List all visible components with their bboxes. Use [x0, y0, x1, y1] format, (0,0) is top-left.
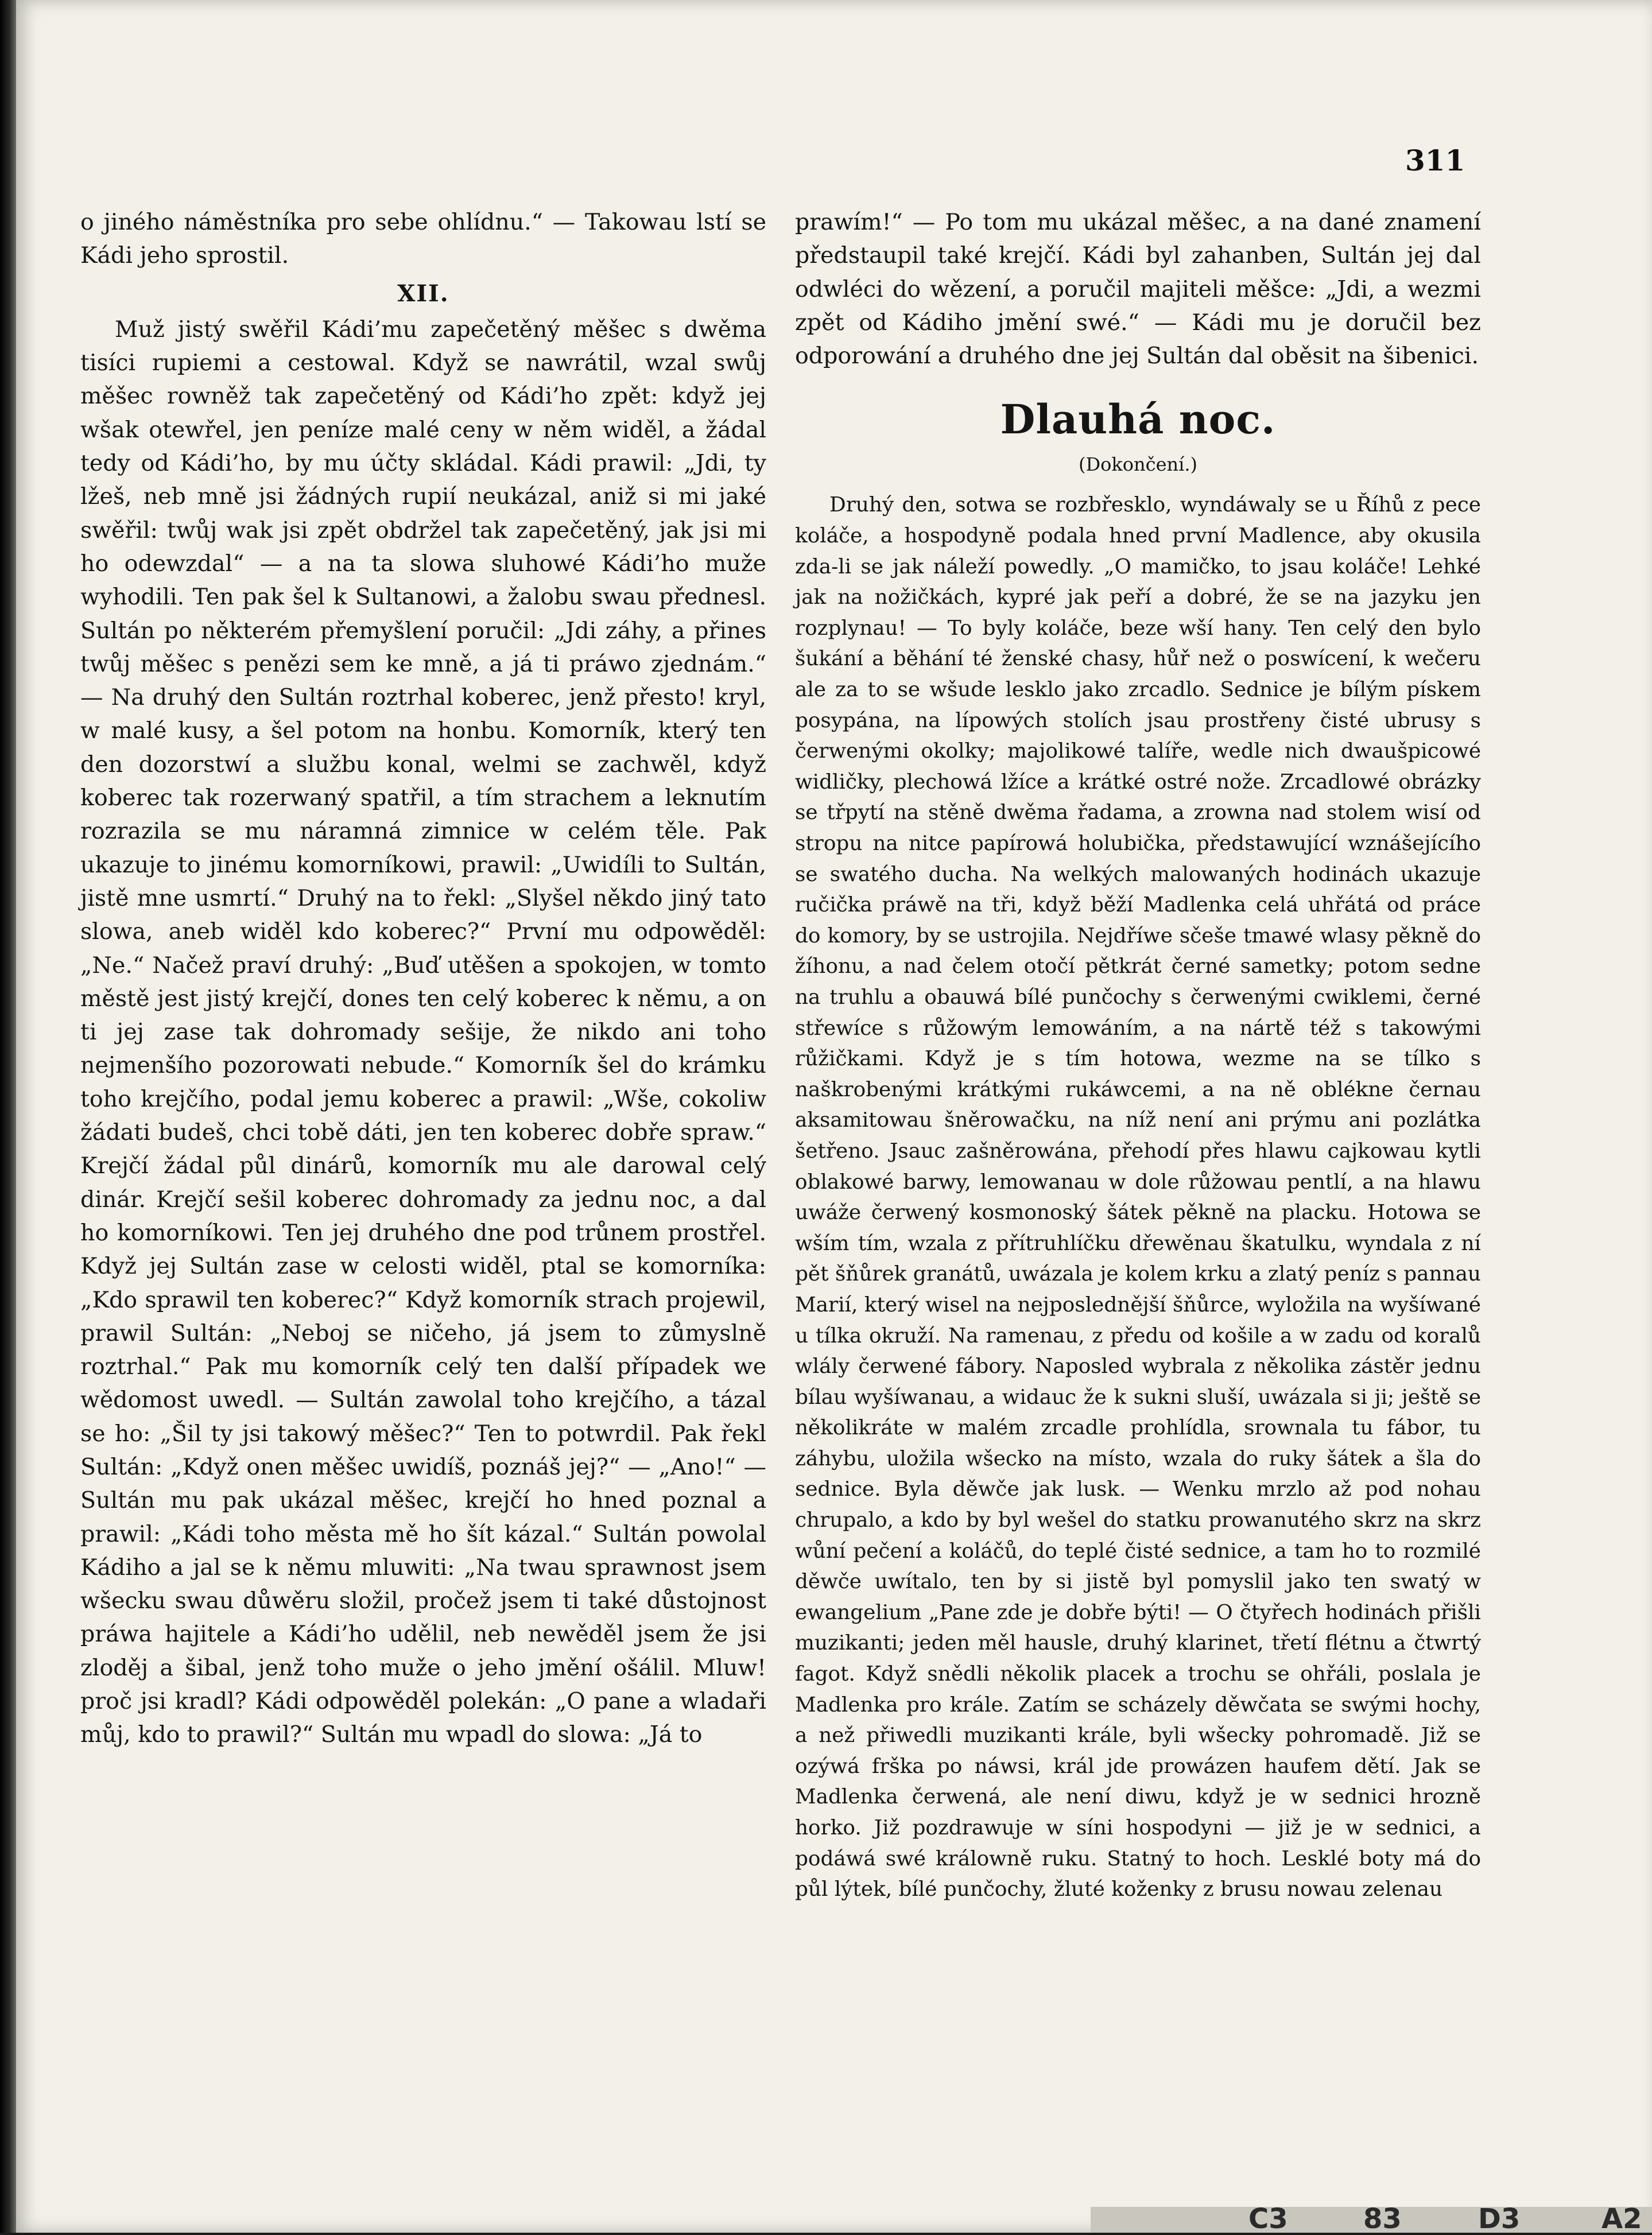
scan-code-label: C3 [1248, 2203, 1288, 2235]
right-column [795, 205, 1481, 1905]
right-column-continuation: prawím!“ — Po tom mu ukázal měšec, a na dané znamení předstaupil také krejčí. Kádi byl zahanben, Sultán jej dal odwléci do wězení, a poručil majiteli měšce: „Jdi, a wezmi zpět od Kádiho jmění swé.“ — Kádi mu je doručil bez odporowání a druhého dne jej Sultán dal oběsit na šibenici. [795, 209, 1481, 370]
scan-code-label: D3 [1478, 2203, 1521, 2235]
scan-code-label: 83 [1363, 2203, 1402, 2235]
page-left-edge-shadow [0, 0, 16, 2233]
scan-code-label: A2 [1601, 2203, 1642, 2235]
section-text: Muž jistý swěřil Kádi’mu zapečetěný měšec s dwěma tisíci rupiemi a cestowal. Když se nawrátil, wzal swůj měšec rowněž tak zapečetěný od Kádi’ho zpět: když jej wšak otewřel, jen peníze malé ceny w něm widěl, a žádal tedy od Kádi’ho, by mu účty skládal. Kádi prawil: „Jdi, ty lžeš, neb mně jsi žádných rupií neukázal, aniž si mi jaké swěřil: twůj wak jsi zpět obdržel tak zapečetěný, jak jsi mi ho odewzdal“ — a na ta slowa sluhowé Kádi’ho muže wyhodili. Ten pak šel k Sultanowi, a žalobu swau přednesl. Sultán po některém přemyšlení poručil: „Jdi záhy, a přines twůj měšec s penězi sem ke mně, a já ti práwo zjednám.“ — Na druhý den Sultán roztrhal koberec, jenž přesto! kryl, w malé kusy, a šel potom na honbu. Komorník, který ten den dozorstwí a službu konal, welmi se zachwěl, když koberec tak rozerwaný spatřil, a tím strachem a leknutím rozrazila se mu náramná zimnice w celém těle. Pak ukazuje to jinému komorníkowi, prawil: „Uwidíli to Sultán, jistě mne usmrtí.“ Druhý na to řekl: „Slyšel někdo jiný tato slowa, aneb widěl kdo koberec?“ První mu odpowěděl: „Ne.“ Načež praví druhý: „Buď utěšen a spokojen, w tomto městě jest jistý krejčí, dones ten celý koberec k němu, a on ti jej zase tak dohromady sešije, že nikdo ani toho nejmenšího pozorowati nebude.“ Komorník šel do krámku toho krejčího, podal jemu koberec a prawil: „Wše, cokoliw žádati budeš, chci tobě dáti, jen ten koberec dobře spraw.“ Krejčí žádal půl dinárů, komorník mu ale darowal celý dinár. Krejčí sešil koberec dohromady za jednu noc, a dal ho komorníkowi. Ten jej druhého dne pod trůnem prostřel. Když jej Sultán zase w celosti widěl, ptal se komorníka: „Kdo sprawil ten koberec?“ Když komorník strach projewil, prawil Sultán: „Neboj se ničeho, já jsem to zůmyslně roztrhal.“ Pak mu komorník celý ten další případek we wědomost uwedl. — Sultán zawolal toho krejčího, a tázal se ho: „Šil ty jsi takowý měšec?“ Ten to potwrdil. Pak řekl Sultán: „Když onen měšec uwidíš, poznáš jej?“ — „Ano!“ — Sultán mu pak ukázal měšec, krejčí ho hned poznal a prawil: „Kádi toho města mě ho šít kázal.“ Sultán powolal Kádiho a jal se k němu mluwiti: „Na twau sprawnost jsem wšecku swau důwěru složil, pročež jsem ti také důstojnost práwa hajitele a Kádi’ho udělil, neb newěděl jsem že jsi zloděj a šibal, jenž toho muže o jeho jmění ošálil. Mluw! proč jsi kradl? Kádi odpowěděl polekán: „O pane a wladaři můj, kdo to prawil?“ Sultán mu wpadl do slowa: „Já to [80, 316, 766, 1748]
section-heading: XII. [397, 280, 449, 307]
article-subtitle: (Dokončení.) [1078, 453, 1198, 476]
left-column-opening-paragraph: o jiného náměstníka pro sebe ohlídnu.“ — Takowau lstí se Kádi jeho sprostil. [80, 209, 766, 269]
left-column [80, 205, 766, 1752]
article-text: Druhý den, sotwa se rozbřesklo, wyndáwaly se u Říhů z pece koláče, a hospodyně podala hned první Madlence, aby okusila zda-li se jak náleží powedly. „O mamičko, to jsau koláče! Lehké jak na nožičkách, kypré jak peří a dobré, že se na jazyku jen rozplynau! — To byly koláče, beze wší hany. Ten celý den bylo šukání a běhání té ženské chasy, hůř než o poswícení, k wečeru ale za to se wšude lesklo jako zrcadlo. Sednice je bílým pískem posypána, na lípowých stolích jsau prostřeny čisté ubrusy s čerwenými okolky; majolikowé talíře, wedle nich dwaušpicowé widličky, plechowá lžíce a krátké ostré nože. Zrcadlowé obrázky se třpytí na stěně dwěma řadama, a zrowna nad stolem wisí od stropu na nitce papírowá holubička, předstawující wznášejícího se swatého ducha. Na welkých malowaných hodinách ukazuje ručička práwě na tři, když běží Madlenka celá uhřátá od práce do komory, by se ustrojila. Nejdříwe sčeše tmawé wlasy pěkně do žíhonu, a nad čelem otočí pětkrát černé sametky; potom sedne na truhlu a obauwá bílé punčochy s čerwenými cwiklemi, černé střewíce s růžowým lemowáním, a na nártě též s takowými růžičkami. Když je s tím hotowa, wezme na se tílko s naškrobenými krátkými rukáwcemi, a na ně oblékne černau aksamitowau šněrowačku, na níž není ani prýmu ani pozlátka šetřeno. Jsauc zašněrowána, přehodí přes hlawu cajkowau kytli oblakowé barwy, lemowanau w dole růžowau pentlí, a na hlawu uwáže čerwený kosmonoský šátek pěkně na placku. Hotowa se wším tím, wzala z přítruhlíčku dřewěnau škatulku, wyndala z ní pět šňůrek granátů, uwázala je kolem krku a zlatý peníz s pannau Marií, který wisel na nejposlednější šňůrce, wyložila na wyšíwané u tílka okruží. Na ramenau, z předu od košile a w zadu od koralů wlály čerwené fábory. Naposled wybrala z několika zástěr jednu bílau wyšíwanau, a widauc že k sukni sluší, uwázala si ji; ještě se několikráte w malém zrcadle prohlídla, srownala tu fábor, tu záhybu, uložila wšecko na místo, wzala do ruky šátek a šla do sednice. Byla děwče jak lusk. — Wenku mrzlo až pod nohau chrupalo, a kdo by byl wešel do statku prowanutého skrz na skrz wůní pečení a koláčů, do teplé čisté sednice, a tam ho to rozmilé děwče uwítalo, ten by si jistě byl pomyslil jako ten swatý w ewangelium „Pane zde je dobře býti! — O čtyřech hodinách přišli muzikanti; jeden měl hausle, druhý klarinet, třetí flétnu a čtwrtý fagot. Když snědli několik placek a trochu se ohřáli, poslala je Madlenka pro krále. Zatím se scházely děwčata se swými hochy, a než přiwedli muzikanti krále, byli wšecky pohromadě. Již se ozýwá frška po náwsi, král jde prowázen haufem dětí. Jak se Madlenka čerwená, ale není diwu, když je w sednici hrozně horko. Již pozdrawuje w síni hospodyni — již je w sednici, a podáwá swé králowně ruku. Statný to hoch. Lesklé boty má do půl lýtek, bílé punčochy, žluté koženky z brusu nowau zelenau [795, 493, 1481, 1902]
article-title: Dlauhá noc. [1000, 395, 1276, 444]
page-number: 311 [1405, 143, 1465, 177]
